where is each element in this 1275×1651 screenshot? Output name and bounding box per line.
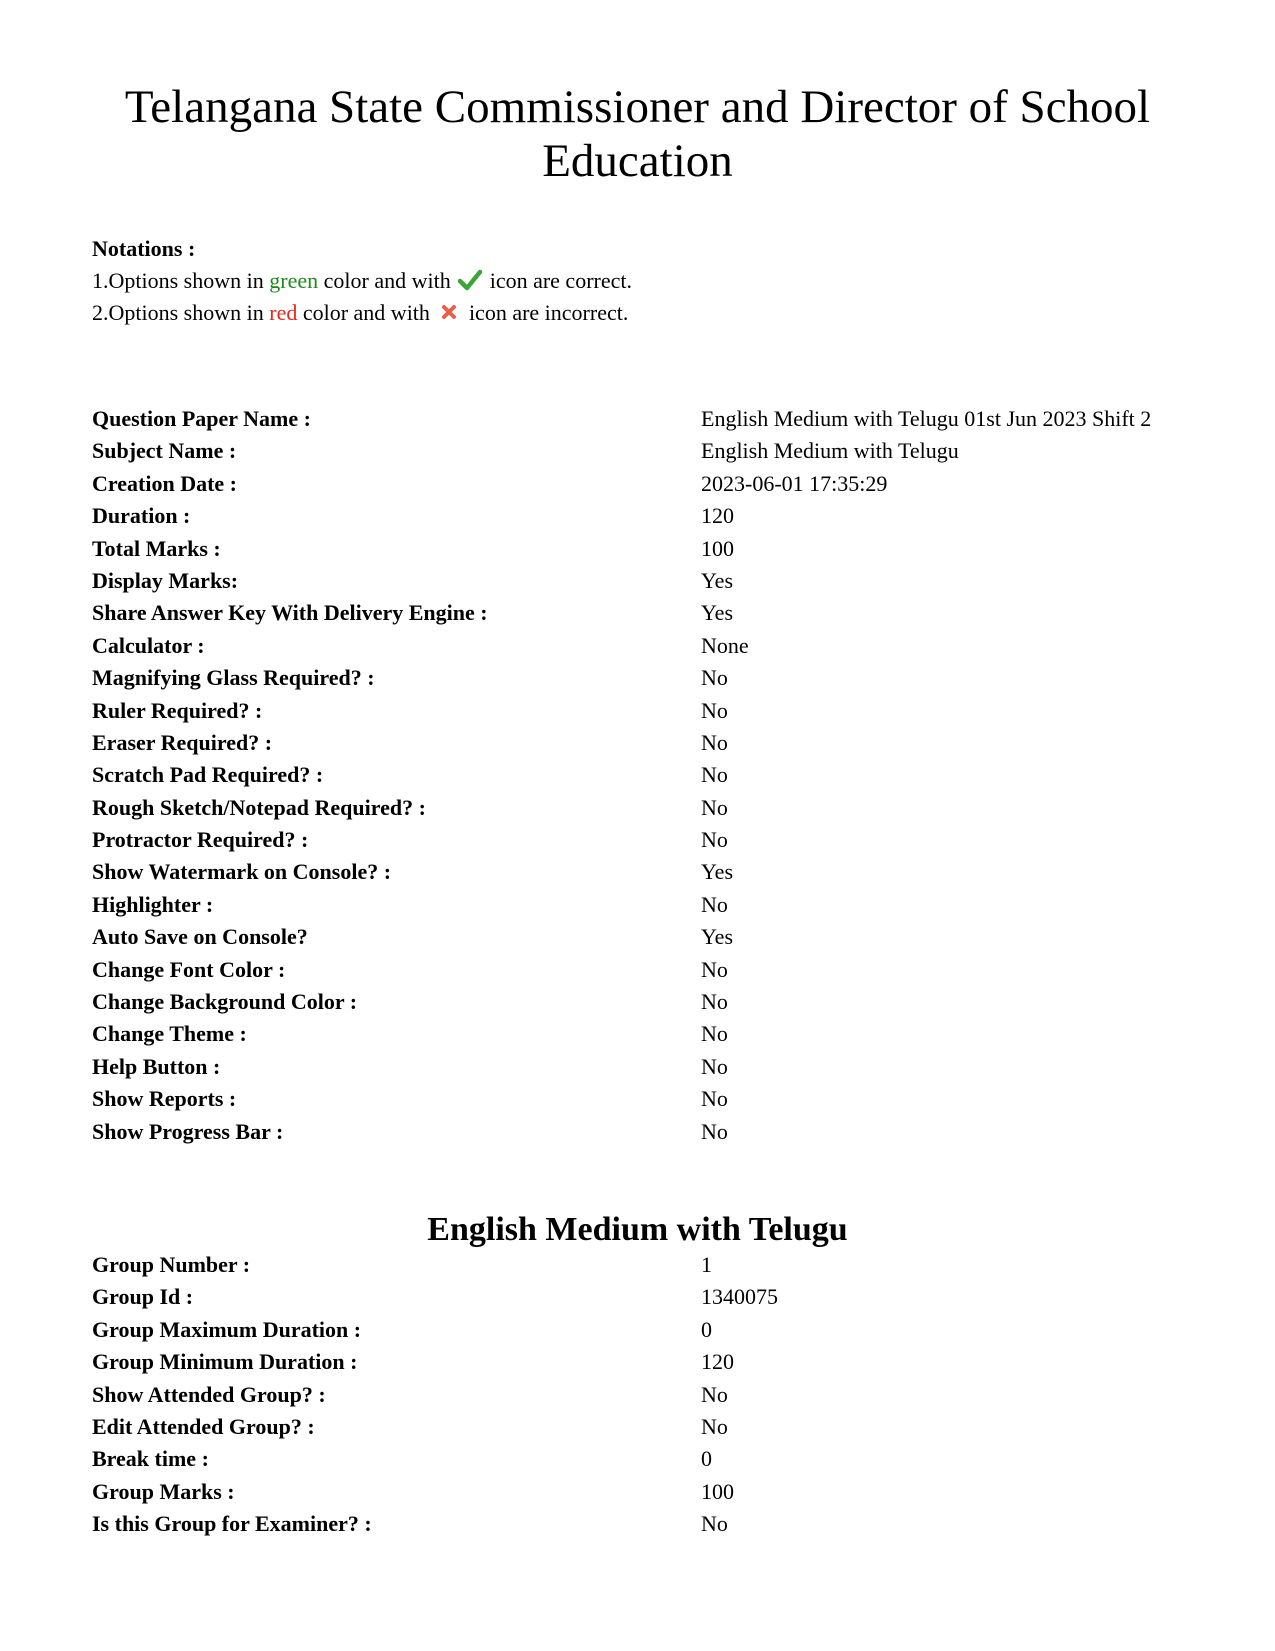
detail-row bbox=[92, 824, 1212, 856]
detail-row bbox=[92, 1281, 1212, 1313]
detail-value: 1340075 bbox=[701, 1284, 778, 1310]
section-title: English Medium with Telugu bbox=[427, 1211, 848, 1248]
detail-value: 1 bbox=[701, 1252, 712, 1277]
detail-value: No bbox=[701, 1118, 728, 1144]
detail-label: Show Reports : bbox=[92, 1086, 237, 1112]
detail-value: Yes bbox=[701, 600, 734, 626]
notations-block bbox=[92, 233, 632, 329]
detail-row bbox=[92, 759, 1212, 791]
detail-row bbox=[92, 1346, 1212, 1378]
detail-row bbox=[92, 1411, 1212, 1443]
cross-icon bbox=[437, 301, 461, 323]
detail-value: No bbox=[701, 989, 728, 1015]
detail-value: No bbox=[701, 1021, 728, 1047]
detail-label: Edit Attended Group? : bbox=[92, 1413, 315, 1439]
detail-label: Change Font Color : bbox=[92, 956, 286, 982]
detail-value: English Medium with Telugu 01st Jun 2023 Shift 2 bbox=[701, 406, 1152, 431]
detail-value: No bbox=[701, 1053, 728, 1079]
detail-label: Show Progress Bar : bbox=[92, 1118, 284, 1144]
page-title: Telangana State Commissioner and Director of School Education bbox=[124, 81, 1151, 187]
detail-label: Highlighter : bbox=[92, 891, 214, 917]
notation-incorrect-middle: color and with bbox=[302, 300, 430, 325]
detail-row bbox=[92, 468, 1212, 500]
detail-value: 100 bbox=[701, 1478, 734, 1504]
detail-value: No bbox=[701, 762, 728, 788]
detail-row bbox=[92, 727, 1212, 759]
detail-value: 0 bbox=[701, 1446, 712, 1472]
detail-row bbox=[92, 1249, 1212, 1281]
detail-label: Rough Sketch/Notepad Required? : bbox=[92, 794, 426, 820]
notation-green-word: green bbox=[269, 268, 319, 293]
notation-red-word: red bbox=[269, 300, 298, 325]
detail-row bbox=[92, 630, 1212, 662]
detail-value: Yes bbox=[701, 859, 734, 885]
detail-row bbox=[92, 435, 1212, 467]
detail-row bbox=[92, 1051, 1212, 1083]
notation-incorrect-suffix: icon are incorrect. bbox=[468, 300, 629, 325]
detail-value: Yes bbox=[701, 567, 734, 593]
detail-value: No bbox=[701, 665, 728, 691]
detail-label: Show Watermark on Console? : bbox=[92, 859, 392, 885]
detail-label: Creation Date : bbox=[92, 470, 237, 496]
detail-value: No bbox=[701, 827, 728, 853]
detail-row bbox=[92, 565, 1212, 597]
detail-row bbox=[92, 662, 1212, 694]
detail-label: Display Marks: bbox=[92, 567, 239, 593]
detail-label: Group Marks : bbox=[92, 1478, 235, 1504]
detail-value: No bbox=[701, 1511, 728, 1537]
detail-value: 120 bbox=[701, 1349, 734, 1375]
checkmark-icon bbox=[458, 269, 482, 291]
detail-row bbox=[92, 889, 1212, 921]
detail-label: Is this Group for Examiner? : bbox=[92, 1511, 372, 1537]
detail-row bbox=[92, 986, 1212, 1018]
notation-incorrect-prefix: 2.Options shown in bbox=[92, 300, 264, 325]
detail-value: None bbox=[701, 632, 749, 658]
detail-label: Group Maximum Duration : bbox=[92, 1316, 362, 1342]
detail-row bbox=[92, 1476, 1212, 1508]
detail-value: Yes bbox=[701, 924, 734, 950]
detail-label: Change Background Color : bbox=[92, 989, 358, 1015]
detail-row bbox=[92, 921, 1212, 953]
detail-label: Calculator : bbox=[92, 632, 205, 658]
detail-value: No bbox=[701, 697, 728, 723]
notation-correct-middle: color and with bbox=[323, 268, 451, 293]
detail-label: Group Minimum Duration : bbox=[92, 1349, 358, 1375]
detail-label: Group Id : bbox=[92, 1284, 194, 1310]
detail-row bbox=[92, 1018, 1212, 1050]
notation-correct-suffix: icon are correct. bbox=[489, 268, 632, 293]
detail-label: Subject Name : bbox=[92, 438, 237, 464]
detail-value: No bbox=[701, 956, 728, 982]
detail-value: English Medium with Telugu bbox=[701, 438, 959, 464]
detail-label: Eraser Required? : bbox=[92, 729, 273, 755]
detail-value: No bbox=[701, 891, 728, 917]
detail-label: Auto Save on Console? bbox=[92, 924, 308, 950]
detail-row bbox=[92, 695, 1212, 727]
detail-value: 2023-06-01 17:35:29 bbox=[701, 470, 888, 496]
detail-value: 100 bbox=[701, 535, 734, 561]
notation-correct-prefix: 1.Options shown in bbox=[92, 268, 264, 293]
detail-value: No bbox=[701, 1381, 728, 1407]
detail-label: Protractor Required? : bbox=[92, 827, 309, 853]
paper-details-table bbox=[92, 403, 1212, 1148]
detail-label: Group Number : bbox=[92, 1252, 251, 1277]
detail-row bbox=[92, 403, 1212, 435]
detail-label: Break time : bbox=[92, 1446, 209, 1472]
detail-label: Share Answer Key With Delivery Engine : bbox=[92, 600, 488, 626]
notations-heading: Notations : bbox=[92, 236, 196, 261]
detail-row bbox=[92, 1508, 1212, 1540]
detail-label: Ruler Required? : bbox=[92, 697, 263, 723]
detail-label: Duration : bbox=[92, 503, 191, 529]
notation-incorrect-line bbox=[92, 297, 632, 329]
detail-row bbox=[92, 792, 1212, 824]
detail-value: 0 bbox=[701, 1316, 712, 1342]
detail-row bbox=[92, 1314, 1212, 1346]
detail-label: Total Marks : bbox=[92, 535, 221, 561]
detail-value: No bbox=[701, 1086, 728, 1112]
detail-row bbox=[92, 1116, 1212, 1148]
detail-label: Change Theme : bbox=[92, 1021, 247, 1047]
detail-row bbox=[92, 500, 1212, 532]
detail-label: Question Paper Name : bbox=[92, 406, 311, 431]
detail-row bbox=[92, 1379, 1212, 1411]
detail-row bbox=[92, 597, 1212, 629]
detail-label: Magnifying Glass Required? : bbox=[92, 665, 375, 691]
detail-row bbox=[92, 856, 1212, 888]
detail-row bbox=[92, 533, 1212, 565]
detail-row bbox=[92, 954, 1212, 986]
detail-label: Help Button : bbox=[92, 1053, 221, 1079]
detail-value: No bbox=[701, 729, 728, 755]
detail-value: No bbox=[701, 794, 728, 820]
detail-label: Scratch Pad Required? : bbox=[92, 762, 324, 788]
detail-row bbox=[92, 1083, 1212, 1115]
detail-value: 120 bbox=[701, 503, 734, 529]
detail-label: Show Attended Group? : bbox=[92, 1381, 326, 1407]
notation-correct-line bbox=[92, 265, 632, 297]
detail-value: No bbox=[701, 1413, 728, 1439]
group-details-table bbox=[92, 1249, 1212, 1541]
detail-row bbox=[92, 1443, 1212, 1475]
